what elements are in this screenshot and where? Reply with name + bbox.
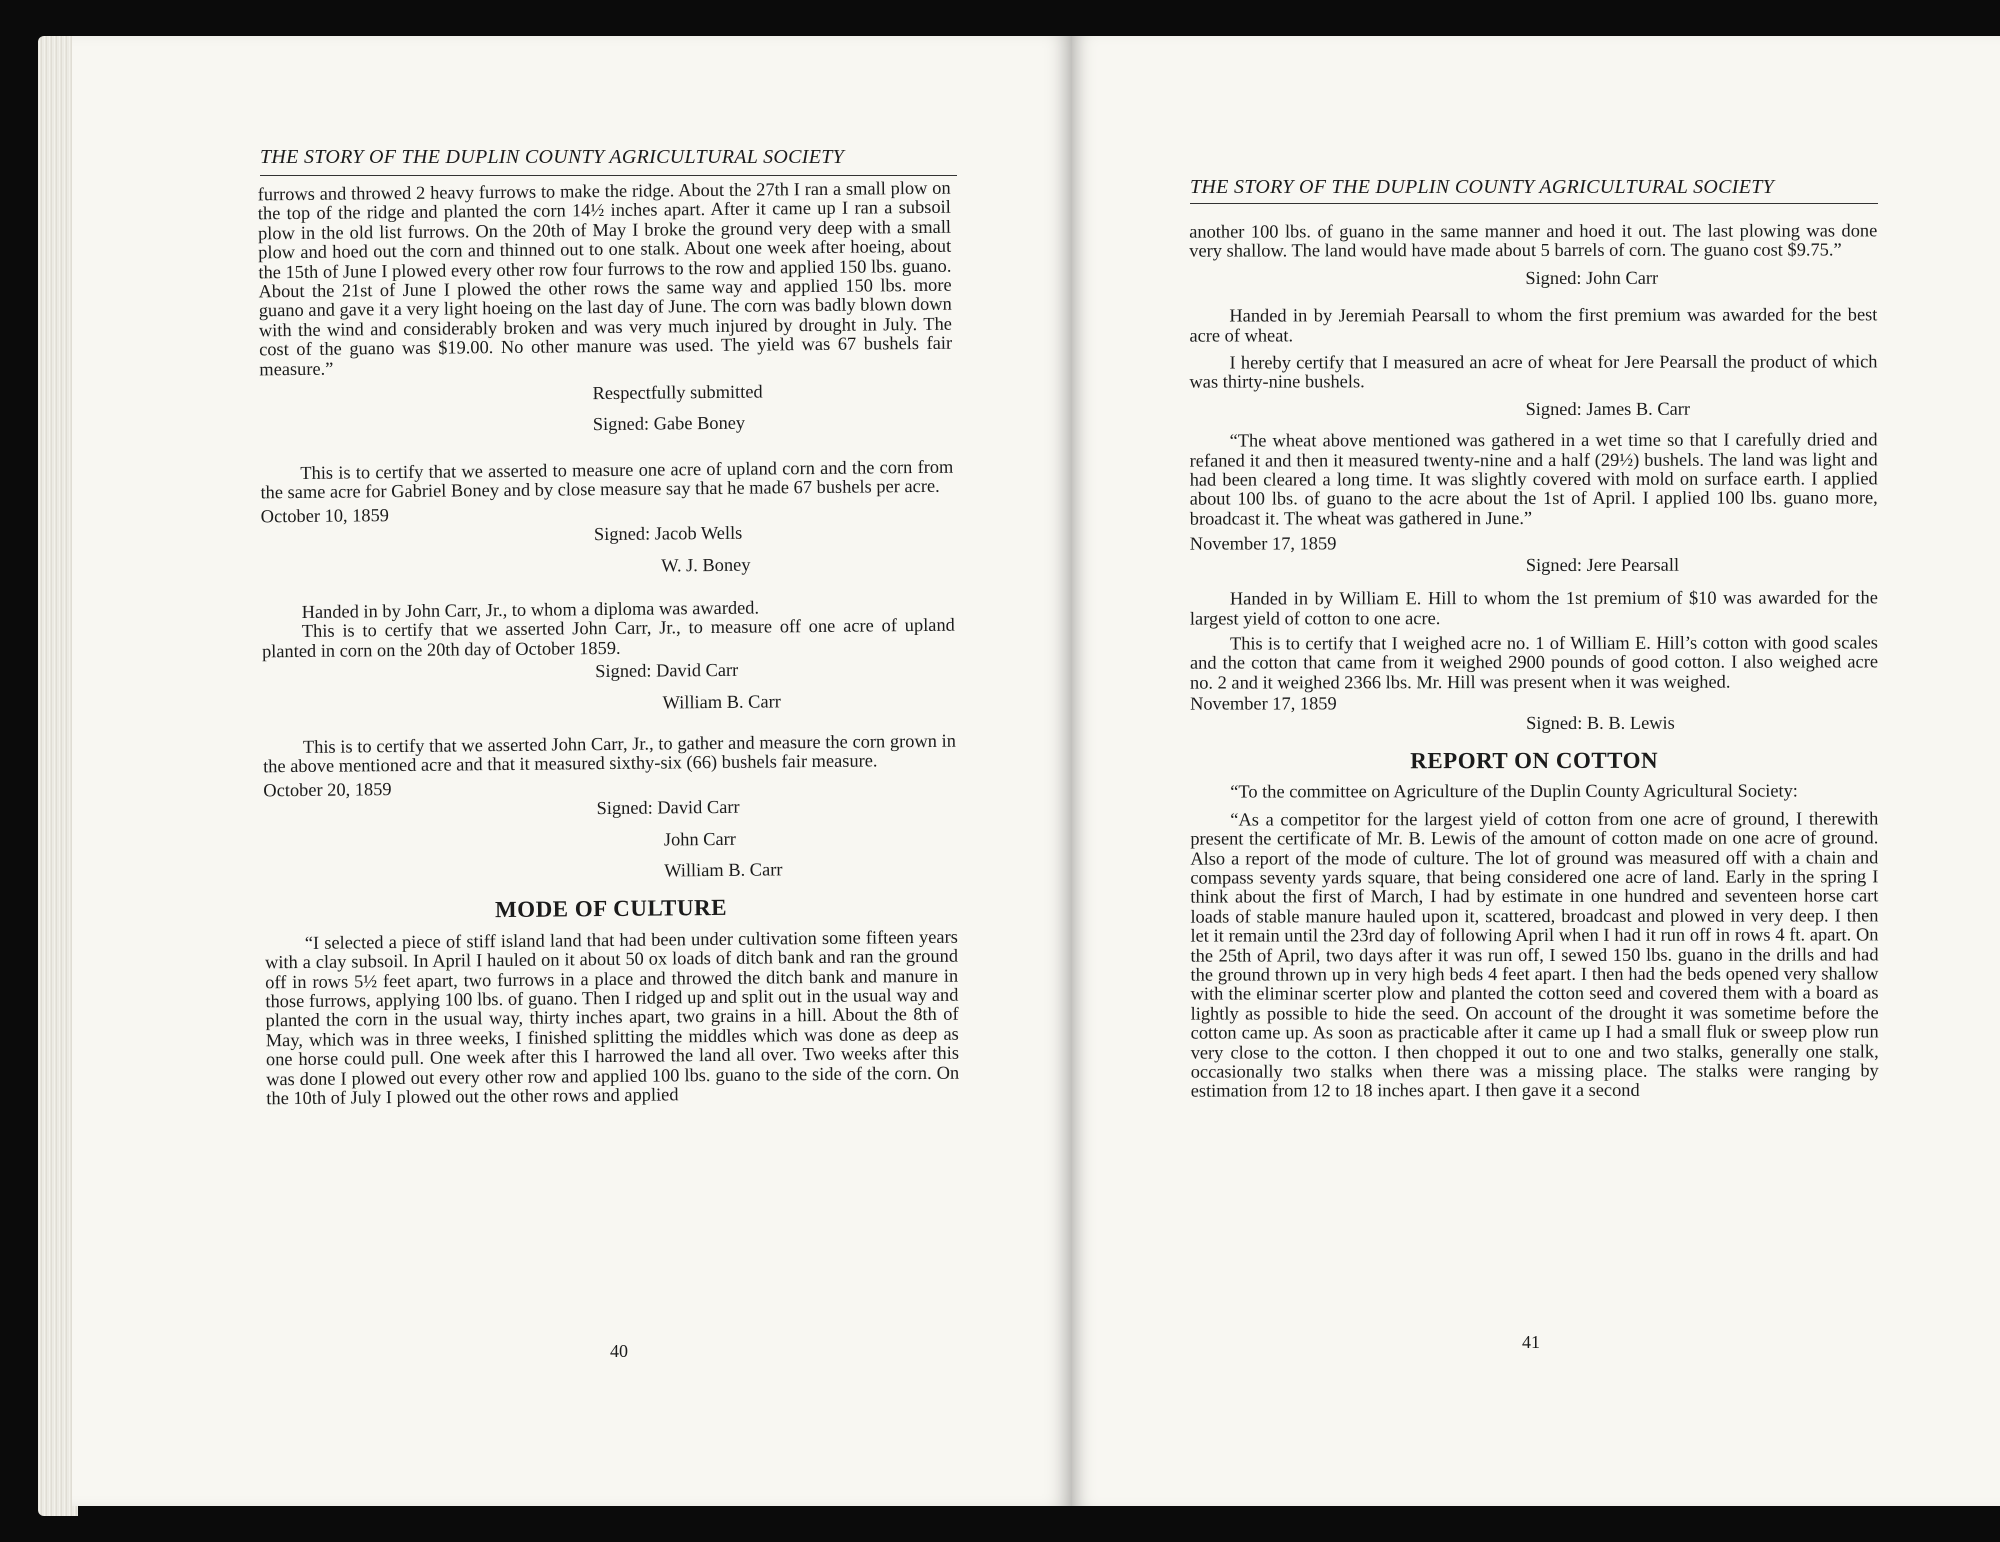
- paragraph: I hereby certify that I measured an acre of wheat for Jere Pearsall the product of which was thirty-nine bushels.: [1189, 351, 1878, 393]
- signature: Signed: B. B. Lewis: [1526, 712, 1675, 733]
- paragraph: This is to certify that we asserted John Carr, Jr., to gather and measure the corn grown in the above mentioned acre and that it measured sixthy-six (66) bushels fair measure.: [263, 730, 957, 777]
- signature: John Carr: [663, 828, 736, 850]
- paragraph: Handed in by John Carr, Jr., to whom a diploma was awarded.: [301, 597, 760, 622]
- signature: Signed: David Carr: [595, 659, 739, 682]
- paragraph: This is to certify that I weighed acre no. 1 of William E. Hill’s cotton with good scales and the cotton that came from it weighed 2900 pounds of good cotton. I also weighed acre no. 2 and it weighed 2366 lbs. Mr. Hill was present when it was weighed.: [1189, 632, 1879, 693]
- signature: Signed: David Carr: [596, 796, 740, 819]
- right-text-column: [1189, 221, 1879, 1105]
- paragraph: another 100 lbs. of guano in the same manner and hoed it out. The last plowing was done very shallow. The land would have made about 5 barrels of corn. The guano cost $9.75.”: [1189, 220, 1878, 262]
- paragraph: Handed in by Jeremiah Pearsall to whom the first premium was awarded for the best acre of wheat.: [1189, 304, 1878, 346]
- date: October 20, 1859: [263, 778, 392, 801]
- paragraph: Handed in by William E. Hill to whom the 1st premium of $10 was awarded for the largest yield of cotton to one acre.: [1189, 587, 1878, 629]
- paragraph: “As a competitor for the largest yield of cotton from one acre of ground, I therewith present the certificate of Mr. B. Lewis of the amount of cotton made on one acre of ground. Also a report of the mode of culture. The lot of ground was measured off with a chain and compass seventy yards square, that being considered one acre of land. Early in the spring I think about the first of March, I had by estimate in one hundred and seventeen horse cart loads of stable manure hauled upon it, scattered, broadcast and plowed in very deep. I then let it remain until the 23rd day of following April when I had it run off in rows 4 ft. apart. On the 25th of April, two days after it was run off, I sewed 150 lbs. guano in the drills and had the ground thrown up in very high beds 4 feet apart. I then had the beds opened very shallow with the eliminar scerter plow and planted the cotton seed and covered them with a board as lightly as possible to hide the seed. On account of the drought it was sometime before the cotton came up. As soon as practicable after it came up I had a small fluk or sweep plow run very close to the cotton. I then chopped it out to one and two stalks, generally one stalk, occasionally two stalks when there was a missing place. The stalks were ranging by estimation from 12 to 18 inches apart. I then gave it a second: [1190, 808, 1879, 1102]
- running-header: THE STORY OF THE DUPLIN COUNTY AGRICULTURAL SOCIETY: [1190, 176, 1775, 198]
- page-number: 41: [1522, 1332, 1540, 1352]
- left-text-column: [258, 179, 960, 1113]
- right-page: [1072, 36, 2000, 1506]
- running-header: THE STORY OF THE DUPLIN COUNTY AGRICULTURAL SOCIETY: [260, 146, 845, 168]
- section-heading: MODE OF CULTURE: [494, 895, 728, 923]
- paragraph: This is to certify that we asserted to measure one acre of upland corn and the corn from the same acre for Gabriel Boney and by close measure say that he made 67 bushels per acre.: [260, 456, 954, 503]
- signature: W. J. Boney: [661, 554, 751, 575]
- paragraph: This is to certify that we asserted John Carr, Jr., to measure off one acre of upland planted in corn on the 20th day of October 1859.: [261, 614, 955, 662]
- paragraph: “To the committee on Agriculture of the Duplin County Agricultural Society:: [1230, 780, 1798, 802]
- header-rule: [260, 175, 957, 176]
- date: November 17, 1859: [1189, 533, 1337, 554]
- paragraph: “I selected a piece of stiff island land that had been under cultivation some fifteen years with a clay subsoil. In April I hauled on it about 50 ox loads of ditch bank and ran the ground off in rows 5½ feet apart, two furrows in a place and throwed the ditch bank and manure in those furrows, applying 100 lbs. of guano. Then I ridged up and split out in the usual way and planted the corn in the usual way, thirty inches apart, two grains in a hill. About the 8th of May, which was in three weeks, I finished splitting the middles which was done as deep as one horse could pull. One week after this I harrowed the land all over. Two weeks after this was done I plowed out every other row and applied 100 lbs. guano to the side of the corn. On the 10th of July I plowed out the other rows and applied: [264, 926, 960, 1109]
- signature: Signed: Jere Pearsall: [1525, 554, 1680, 575]
- header-rule: [1190, 203, 1878, 204]
- page-number: 40: [610, 1341, 628, 1361]
- left-page: [72, 36, 1072, 1506]
- section-heading: REPORT ON COTTON: [1410, 747, 1659, 774]
- paragraph: “The wheat above mentioned was gathered in a wet time so that I carefully dried and refaned it and then it measured twenty-nine and a half (29½) bushels. The land was light and had been cleared a long time. It was slightly covered with mold on surface earth. I applied about 100 lbs. of guano to the acre about the 1st of April. I applied 100 lbs. guano more, broadcast it. The wheat was gathered in June.”: [1189, 429, 1878, 529]
- date: October 10, 1859: [260, 504, 390, 527]
- paragraph: furrows and throwed 2 heavy furrows to make the ridge. About the 27th I ran a small plow on the top of the ridge and planted the corn 14½ inches apart. After it came up I ran a subsoil plow in the old list furrows. On the 20th of May I broke the ground very deep with a small plow and hoed out the corn and thinned out to one stalk. About one week after hoeing, about the 15th of June I plowed every other row four furrows to the row and applied 150 lbs. guano. About the 21st of June I plowed the other rows the same way and applied 150 lbs. more guano and gave it a very light hoeing on the last day of June. The corn was badly blown down with the wind and considerably broken and was very much injured by drought in July. The cost of the guano was $19.00. No other manure was used. The yield was 67 bushels fair measure.”: [257, 177, 953, 379]
- signature: Signed: James B. Carr: [1525, 398, 1691, 419]
- signature: Signed: Jacob Wells: [593, 522, 743, 545]
- open-book: [38, 36, 1974, 1516]
- signature: William B. Carr: [662, 690, 781, 713]
- date: November 17, 1859: [1190, 693, 1337, 714]
- signature: William B. Carr: [664, 859, 783, 881]
- signature: Signed: Gabe Boney: [592, 413, 746, 435]
- signature: Signed: John Carr: [1525, 267, 1659, 288]
- closing-line: Respectfully submitted: [592, 381, 763, 404]
